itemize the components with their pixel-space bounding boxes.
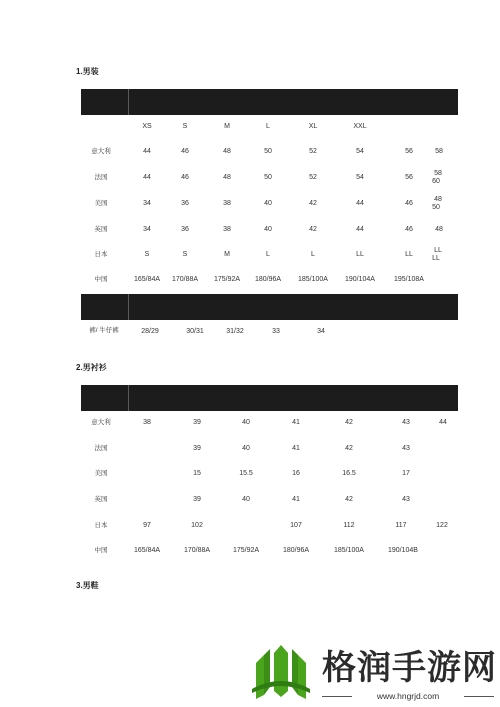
table-cell: 38 <box>223 200 231 207</box>
stacked-cell <box>434 247 442 263</box>
table-cell: L <box>311 251 315 258</box>
table-cell: 41 <box>292 445 300 452</box>
table-cell: 42 <box>345 496 353 503</box>
table-cell: 52 <box>309 148 317 155</box>
stacked-cell <box>434 170 442 186</box>
table-cell: 40 <box>242 445 250 452</box>
table-cell: S <box>182 251 188 258</box>
table-cell: 58 <box>435 148 443 155</box>
table-cell: 36 <box>181 200 189 207</box>
table-cell: 170/88A <box>171 276 199 283</box>
table-header-bar <box>81 89 458 115</box>
table-cell: 41 <box>292 419 300 426</box>
table-cell: 17 <box>402 470 410 477</box>
table-cell: 38 <box>223 226 231 233</box>
row-label: 英国 <box>94 496 108 503</box>
table-cell: 48 <box>223 148 231 155</box>
table-cell: 15.5 <box>239 470 253 477</box>
table-cell: 52 <box>309 174 317 181</box>
table-cell: 185/100A <box>298 276 328 283</box>
header-divider <box>128 89 129 115</box>
row-label: 中国 <box>94 276 108 283</box>
table-cell: 46 <box>405 226 413 233</box>
table-cell: 102 <box>191 522 203 529</box>
table-cell: 42 <box>309 226 317 233</box>
table-cell: 46 <box>181 174 189 181</box>
table-cell: 46 <box>405 200 413 207</box>
table-cell: 48 <box>434 196 442 203</box>
table-cell: 44 <box>439 419 447 426</box>
table-cell: 180/96A <box>282 547 310 554</box>
table-cell: 165/84A <box>133 547 161 554</box>
table-cell: LL <box>405 251 413 258</box>
table-cell: 56 <box>405 174 413 181</box>
table-cell: M <box>224 251 230 258</box>
watermark-logo-icon <box>250 645 312 701</box>
table-cell: 60 <box>432 178 440 185</box>
shirt-table-header-bar <box>81 385 458 411</box>
table-cell: 44 <box>143 148 151 155</box>
table-cell: S <box>144 251 150 258</box>
table-cell: 97 <box>143 522 151 529</box>
row-label: 意大利 <box>91 419 111 426</box>
table-cell: LL <box>434 247 442 254</box>
table-cell: 34 <box>143 200 151 207</box>
table-cell: 50 <box>432 204 440 211</box>
size-header-cell: XL <box>308 123 318 130</box>
table-cell: 42 <box>345 419 353 426</box>
table-cell: 175/92A <box>213 276 241 283</box>
table-cell: 48 <box>223 174 231 181</box>
size-header-cell: XS <box>142 123 152 130</box>
table-cell: 43 <box>402 496 410 503</box>
table-cell: 34 <box>143 226 151 233</box>
watermark-brand-text: 格润手游网 <box>322 648 497 688</box>
table-cell: 170/88A <box>183 547 211 554</box>
watermark-url: www.hngrjd.com <box>322 691 494 701</box>
table-cell: 33 <box>272 328 280 335</box>
table-cell: 54 <box>356 148 364 155</box>
table-cell: 122 <box>436 522 448 529</box>
table-cell: 43 <box>402 445 410 452</box>
table-cell: 48 <box>435 226 443 233</box>
size-header-cell: M <box>224 123 230 130</box>
table-cell: 185/100A <box>334 547 364 554</box>
table-cell: 44 <box>356 226 364 233</box>
header-divider <box>128 385 129 411</box>
table-cell: L <box>266 251 270 258</box>
row-label: 法国 <box>94 445 108 452</box>
table-cell: 195/108A <box>394 276 424 283</box>
table-cell: 31/32 <box>226 328 244 335</box>
table-cell: 39 <box>193 445 201 452</box>
table-cell: 39 <box>193 419 201 426</box>
row-label: 日本 <box>94 522 108 529</box>
table-cell: 42 <box>309 200 317 207</box>
table-cell: 36 <box>181 226 189 233</box>
table-cell: 117 <box>395 522 407 529</box>
size-header-cell: S <box>182 123 188 130</box>
table-cell: 15 <box>193 470 201 477</box>
row-label: 裤/ 牛仔裤 <box>89 327 119 334</box>
table-cell: 40 <box>264 226 272 233</box>
pants-header-bar <box>81 294 458 320</box>
table-cell: 50 <box>264 174 272 181</box>
table-cell: 38 <box>143 419 151 426</box>
section-title-mens-shoes: 3.男鞋 <box>76 581 99 590</box>
table-cell: 54 <box>356 174 364 181</box>
table-cell: 46 <box>181 148 189 155</box>
table-cell: 43 <box>402 419 410 426</box>
table-cell: 112 <box>343 522 355 529</box>
size-header-cell: XXL <box>353 123 367 130</box>
table-cell: 39 <box>193 496 201 503</box>
table-cell: 44 <box>356 200 364 207</box>
table-cell: 56 <box>405 148 413 155</box>
table-cell: 175/92A <box>232 547 260 554</box>
table-cell: LL <box>432 255 440 262</box>
row-label: 法国 <box>94 174 108 181</box>
table-cell: 40 <box>242 496 250 503</box>
table-cell: 28/29 <box>141 328 159 335</box>
table-cell: 40 <box>242 419 250 426</box>
row-label: 美国 <box>94 200 108 207</box>
row-label: 英国 <box>94 226 108 233</box>
table-cell: 180/96A <box>254 276 282 283</box>
table-cell: 44 <box>143 174 151 181</box>
table-cell: 107 <box>290 522 302 529</box>
table-cell: 50 <box>264 148 272 155</box>
row-label: 中国 <box>94 547 108 554</box>
section-title-mens-wear: 1.男装 <box>76 67 99 76</box>
table-cell: 41 <box>292 496 300 503</box>
row-label: 意大利 <box>91 148 111 155</box>
table-cell: 42 <box>345 445 353 452</box>
header-divider <box>128 294 129 320</box>
table-cell: 190/104B <box>388 547 418 554</box>
table-cell: 16 <box>292 470 300 477</box>
table-cell: 16.5 <box>342 470 356 477</box>
row-label: 日本 <box>94 251 108 258</box>
table-cell: 30/31 <box>186 328 204 335</box>
table-cell: 34 <box>317 328 325 335</box>
table-cell: 165/84A <box>133 276 161 283</box>
table-cell: 190/104A <box>345 276 375 283</box>
row-label: 美国 <box>94 470 108 477</box>
section-title-mens-shirts: 2.男衬衫 <box>76 363 107 372</box>
table-cell: 58 <box>434 170 442 177</box>
table-cell: LL <box>356 251 364 258</box>
table-cell: 40 <box>264 200 272 207</box>
size-header-cell: L <box>266 123 270 130</box>
stacked-cell <box>434 196 442 212</box>
